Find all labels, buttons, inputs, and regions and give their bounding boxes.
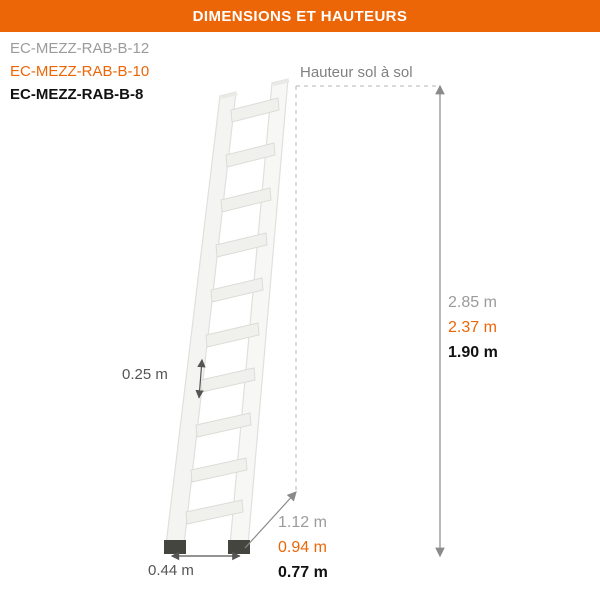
- reference-item: EC-MEZZ-RAB-B-12: [10, 40, 150, 57]
- depth-values: [278, 512, 328, 584]
- ladder-graphic: [164, 79, 290, 554]
- rung-spacing-label: 0.25 m: [122, 366, 168, 383]
- depth-value: 1.12 m: [278, 514, 327, 531]
- reference-item: EC-MEZZ-RAB-B-10: [10, 63, 150, 80]
- depth-value: 0.77 m: [278, 564, 328, 581]
- depth-value: 0.94 m: [278, 539, 327, 556]
- height-value: 1.90 m: [448, 344, 498, 361]
- page-title: DIMENSIONS ET HAUTEURS: [192, 7, 408, 25]
- ladder-foot-left: [164, 540, 186, 554]
- reference-item: EC-MEZZ-RAB-B-8: [10, 86, 144, 103]
- height-value: 2.85 m: [448, 294, 497, 311]
- height-values: [448, 292, 498, 364]
- base-width-label: 0.44 m: [148, 562, 194, 579]
- height-value: 2.37 m: [448, 319, 497, 336]
- height-caption: Hauteur sol à sol: [300, 64, 413, 81]
